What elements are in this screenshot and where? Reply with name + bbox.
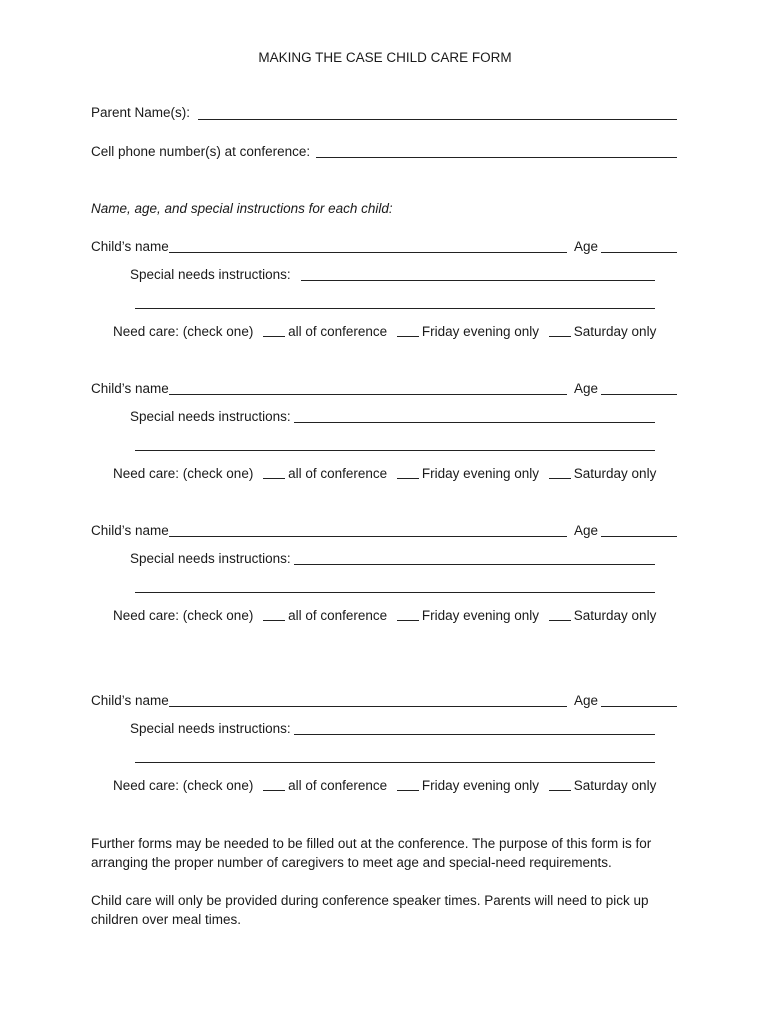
need-care-label: Need care: (check one): [113, 778, 254, 793]
special-needs-field[interactable]: [294, 734, 655, 735]
child-age-label: Age: [574, 239, 599, 254]
need-care-row: [113, 324, 656, 339]
child-age-field[interactable]: [601, 394, 677, 395]
child-name-label: Child’s name: [91, 693, 169, 708]
option-friday-evening: Friday evening only: [421, 466, 539, 481]
checkbox-all-conference[interactable]: [263, 778, 285, 791]
page-title: MAKING THE CASE CHILD CARE FORM: [258, 50, 512, 65]
checkbox-saturday[interactable]: [549, 324, 571, 337]
need-care-label: Need care: (check one): [113, 608, 254, 623]
child-age-label: Age: [574, 381, 599, 396]
need-care-label: Need care: (check one): [113, 466, 254, 481]
option-all-conference: all of conference: [288, 466, 388, 481]
child-name-field[interactable]: [169, 536, 567, 537]
special-needs-label: Special needs instructions:: [130, 551, 291, 566]
child-age-label: Age: [574, 693, 599, 708]
need-care-row: [113, 778, 656, 793]
need-care-row: [113, 608, 656, 623]
checkbox-saturday[interactable]: [549, 778, 571, 791]
checkbox-all-conference[interactable]: [263, 466, 285, 479]
option-all-conference: all of conference: [288, 608, 388, 623]
parent-names-field[interactable]: [198, 119, 677, 120]
checkbox-saturday[interactable]: [549, 466, 571, 479]
cell-phone-label: Cell phone number(s) at conference:: [91, 144, 311, 159]
checkbox-all-conference[interactable]: [263, 608, 285, 621]
option-friday-evening: Friday evening only: [421, 778, 539, 793]
checkbox-saturday[interactable]: [549, 608, 571, 621]
checkbox-all-conference[interactable]: [263, 324, 285, 337]
checkbox-friday-evening[interactable]: [397, 324, 419, 337]
child-age-field[interactable]: [601, 536, 677, 537]
special-needs-label: Special needs instructions:: [130, 409, 291, 424]
child-name-field[interactable]: [169, 706, 567, 707]
special-needs-field-line2[interactable]: [135, 762, 655, 763]
option-all-conference: all of conference: [288, 324, 388, 339]
child-name-label: Child’s name: [91, 381, 169, 396]
child-name-field[interactable]: [169, 394, 567, 395]
special-needs-label: Special needs instructions:: [130, 267, 291, 282]
special-needs-field-line2[interactable]: [135, 308, 655, 309]
option-saturday: Saturday only: [573, 778, 657, 793]
checkbox-friday-evening[interactable]: [397, 608, 419, 621]
option-saturday: Saturday only: [573, 608, 657, 623]
child-name-label: Child’s name: [91, 523, 169, 538]
special-needs-field[interactable]: [294, 564, 655, 565]
child-age-field[interactable]: [601, 252, 677, 253]
children-intro: Name, age, and special instructions for each child:: [91, 201, 393, 216]
option-saturday: Saturday only: [573, 324, 657, 339]
footer-paragraph-times: Child care will only be provided during conference speaker times. Parents will need to pick up children over meal times.: [91, 893, 649, 927]
child-name-field[interactable]: [169, 252, 567, 253]
need-care-label: Need care: (check one): [113, 324, 254, 339]
child-name-label: Child’s name: [91, 239, 169, 254]
option-saturday: Saturday only: [573, 466, 657, 481]
special-needs-field[interactable]: [294, 422, 655, 423]
need-care-row: [113, 466, 656, 481]
special-needs-field[interactable]: [301, 280, 655, 281]
child-age-field[interactable]: [601, 706, 677, 707]
option-all-conference: all of conference: [288, 778, 388, 793]
option-friday-evening: Friday evening only: [421, 608, 539, 623]
cell-phone-field[interactable]: [316, 157, 677, 158]
special-needs-field-line2[interactable]: [135, 592, 655, 593]
child-age-label: Age: [574, 523, 599, 538]
footer-paragraph-forms: Further forms may be needed to be filled out at the conference. The purpose of this form is for arranging the proper number of caregivers to meet age and special-need requirements.: [91, 836, 652, 870]
option-friday-evening: Friday evening only: [421, 324, 539, 339]
parent-names-label: Parent Name(s):: [91, 105, 191, 120]
checkbox-friday-evening[interactable]: [397, 466, 419, 479]
special-needs-field-line2[interactable]: [135, 450, 655, 451]
checkbox-friday-evening[interactable]: [397, 778, 419, 791]
special-needs-label: Special needs instructions:: [130, 721, 291, 736]
